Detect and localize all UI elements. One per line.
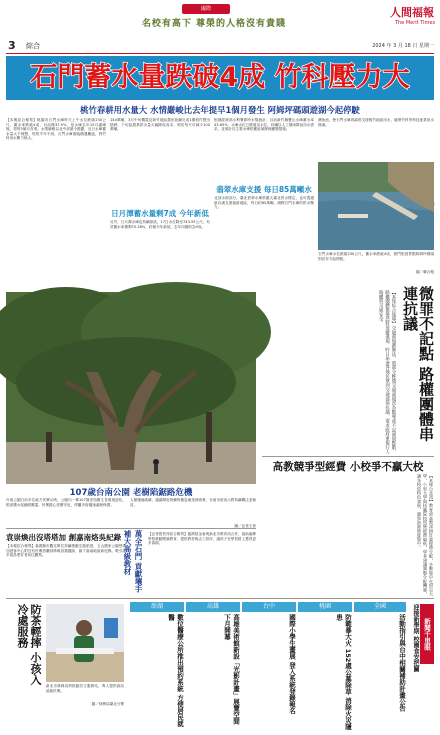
- regional-story-national: 活動指引與台中相關補助計畫公告: [398, 614, 406, 712]
- tree-story-caption: 107歲台南公園 老樹陷鋸路危機: [69, 488, 193, 498]
- tree-photo-credit: 圖／記者王萱: [234, 524, 256, 528]
- vertical-story-text: 【記者張哲萍綜合報導】慈濟基金會與新北市教育局合作，協助偏鄉學校推動閱讀教育，提供教材與志工陪伴，讓孩子在學習路上獲得更多資源。: [148, 532, 256, 546]
- regional-story-taoyuan: 防範暴大火 152處公墓除草 消除火災隱患: [335, 614, 352, 730]
- region-header-penghu: 澎湖: [130, 602, 184, 612]
- lead-story-col3: 根據經濟部水利署即時水情統計，目前新竹縣寶山水庫蓄水率43.85%，水庫水位已跌破呆水位，持續以人工增雨降低用水需求，並預計於主要水庫供應區域辦理應變措施。: [214, 118, 314, 132]
- school-story-text: 【本報台北訊】教育部高教深耕計畫經費分配，多數集中在頂尖大學，小型大學與技職院校所獲經費偏低，學者建議調整分配機制，讓各校依特色發展，避免資源過度集中。: [417, 474, 434, 596]
- tree-story-text-right: 人類棲地破壞，讓讓瀕危物種的棲息地受到威脅，台南市府表示將持續關注並檢討。: [130, 498, 256, 507]
- bottom-left-title: 袁崇煥出沒塔塔加 創嘉南烙吳紀錄: [6, 533, 122, 542]
- service-station-photo: [46, 604, 124, 682]
- headline: 石門蓄水量跌破4成 竹科壓力大: [30, 62, 410, 93]
- region-header-national: 全國: [354, 602, 406, 612]
- lead-story-col4: 澳魚池，使石門水庫再調度支援桃竹地區用水，確保竹科等科技產業用水無虞。: [318, 118, 434, 127]
- side-story-text: 【本報綜合報導】交通部規劃修法，將部分輕微交通違規改為勸導或不記違規點數，路權團體擔憂恐將放縱違規，昨日串連各地民眾到交通部前抗議，要求政府重視行人路權與交通安全。: [378, 290, 396, 454]
- reservoir-photo-caption: 石門水庫水位跌破230公尺，蓄水率跌破4成，熱門旅遊景點阿姆坪碼頭則宣布今起停駛。: [318, 252, 434, 261]
- side-story-title: 微罪不記點 路權團體串連抗議: [401, 286, 435, 442]
- lead-story-col2: 140萬噸，3月中旬機電及新竹地區農田陸續完成1期稻作整田插秧，下旬起農業供水量大幅降低成本，預估每天可減少100萬噸。: [110, 118, 210, 132]
- regional-story-penghu: 數位醫療公所推出預約系統 方便居民就醫: [167, 614, 184, 727]
- region-header-kaohsiung: 高雄: [186, 602, 240, 612]
- reservoir-photo: [318, 162, 434, 250]
- subheadline: 桃竹春耕用水量大 水情嚴峻比去年提早1個月發生 阿姆坪碼頭遊湖今起停駛: [80, 105, 360, 115]
- photo-box-caption: 新北市林務局將推動設立服務站，專人提供資訊協助民眾。: [46, 684, 124, 693]
- divider: [6, 528, 256, 529]
- header-divider: [6, 53, 434, 54]
- newspaper-logo-subtitle: The Merit Times: [394, 20, 436, 26]
- bottom-left-text: 【本報綜合報導】嘉義縣市觀光單位持續推動生態旅遊，玉山國家公園塔塔加遊客中心附近有民眾拍攝到珍稀鳥類蹤跡，創下嘉南地區新紀錄，吸引許多賞鳥愛好者前往觀察。: [6, 544, 126, 558]
- right-column-title: 迎接新學期 校園食安把關: [412, 604, 419, 673]
- subheading-sun-moon-lake: 日月潭蓄水量剩7成 今年新低: [111, 209, 209, 218]
- regional-story-taichung: 國際小學生畫展 登入系統登錄報名: [288, 614, 296, 714]
- section-label: 綜合: [26, 42, 40, 50]
- divider: [262, 456, 434, 457]
- page-number: 3: [8, 39, 16, 52]
- subheading-feitsui: 翡翠水庫支援 每日85萬噸水: [216, 185, 312, 194]
- photo-box-title: 防茶輕摔 小孩入冷處服務: [16, 604, 42, 685]
- newspaper-logo: 人間福報: [390, 6, 434, 19]
- divider: [6, 598, 434, 599]
- lead-story-col1: 【本報綜合報導】桃園市石門水庫昨天上午水位跌破230公尺，蓄水率跌破4成，目前僅37.9%，是水庫去年10月滿庫後，短短5個月首度。水情嚴峻以北中部最令擔憂，近日水庫蓄水量大不理想，短短半年不到，石門水庫面臨偶遇颱風，對竹科用水壓力極大。: [6, 118, 106, 141]
- school-story-title: 高教競爭型經費 小校爭不贏大校: [272, 461, 424, 473]
- reservoir-photo-credit: 圖／聯合報: [416, 270, 434, 274]
- lead-story-col2b: 另外，日月潭水庫也持續探底，17日水位降至743.55公尺，有效蓄水率僅剩70.38%，約創今年新低，去年同期約為9成。: [110, 220, 210, 229]
- slogan-badge: 國際: [182, 4, 230, 14]
- lead-story-col3b: 北部水源部分，臺北翡翠水庫供應大臺北供水穩定，也可透過新店溪支援板新地區，每日約85萬噸，減輕石門水庫的供水壓力。: [214, 196, 314, 210]
- region-header-taichung: 台中: [242, 602, 296, 612]
- region-header-taoyuan: 桃園: [298, 602, 352, 612]
- vertical-story-title: 萬全石門 貢獻壤手補大高級教材: [123, 530, 143, 593]
- photo-box-credit: 圖／林務局臺北分署: [91, 702, 124, 706]
- regional-story-kaohsiung: 高雄美術館新設「光影計畫」展覽空間 下月開幕: [223, 614, 240, 725]
- tree-story-text: 台南公園日前多位地方民眾反映，公園內一株107歲老榕樹生長環境惡化，根部遭水泥鋪面覆蓋，民眾擔心老樹安危，呼籲市府儘速處理保護。: [6, 498, 126, 507]
- dateline: 2024 年 3 月 18 日 星期一: [372, 43, 434, 49]
- slogan: 名校有高下 尊榮的人格沒有貴賤: [141, 19, 287, 29]
- banyan-tree-photo: [6, 292, 256, 484]
- news-badge: 新聞千里眼: [420, 604, 434, 664]
